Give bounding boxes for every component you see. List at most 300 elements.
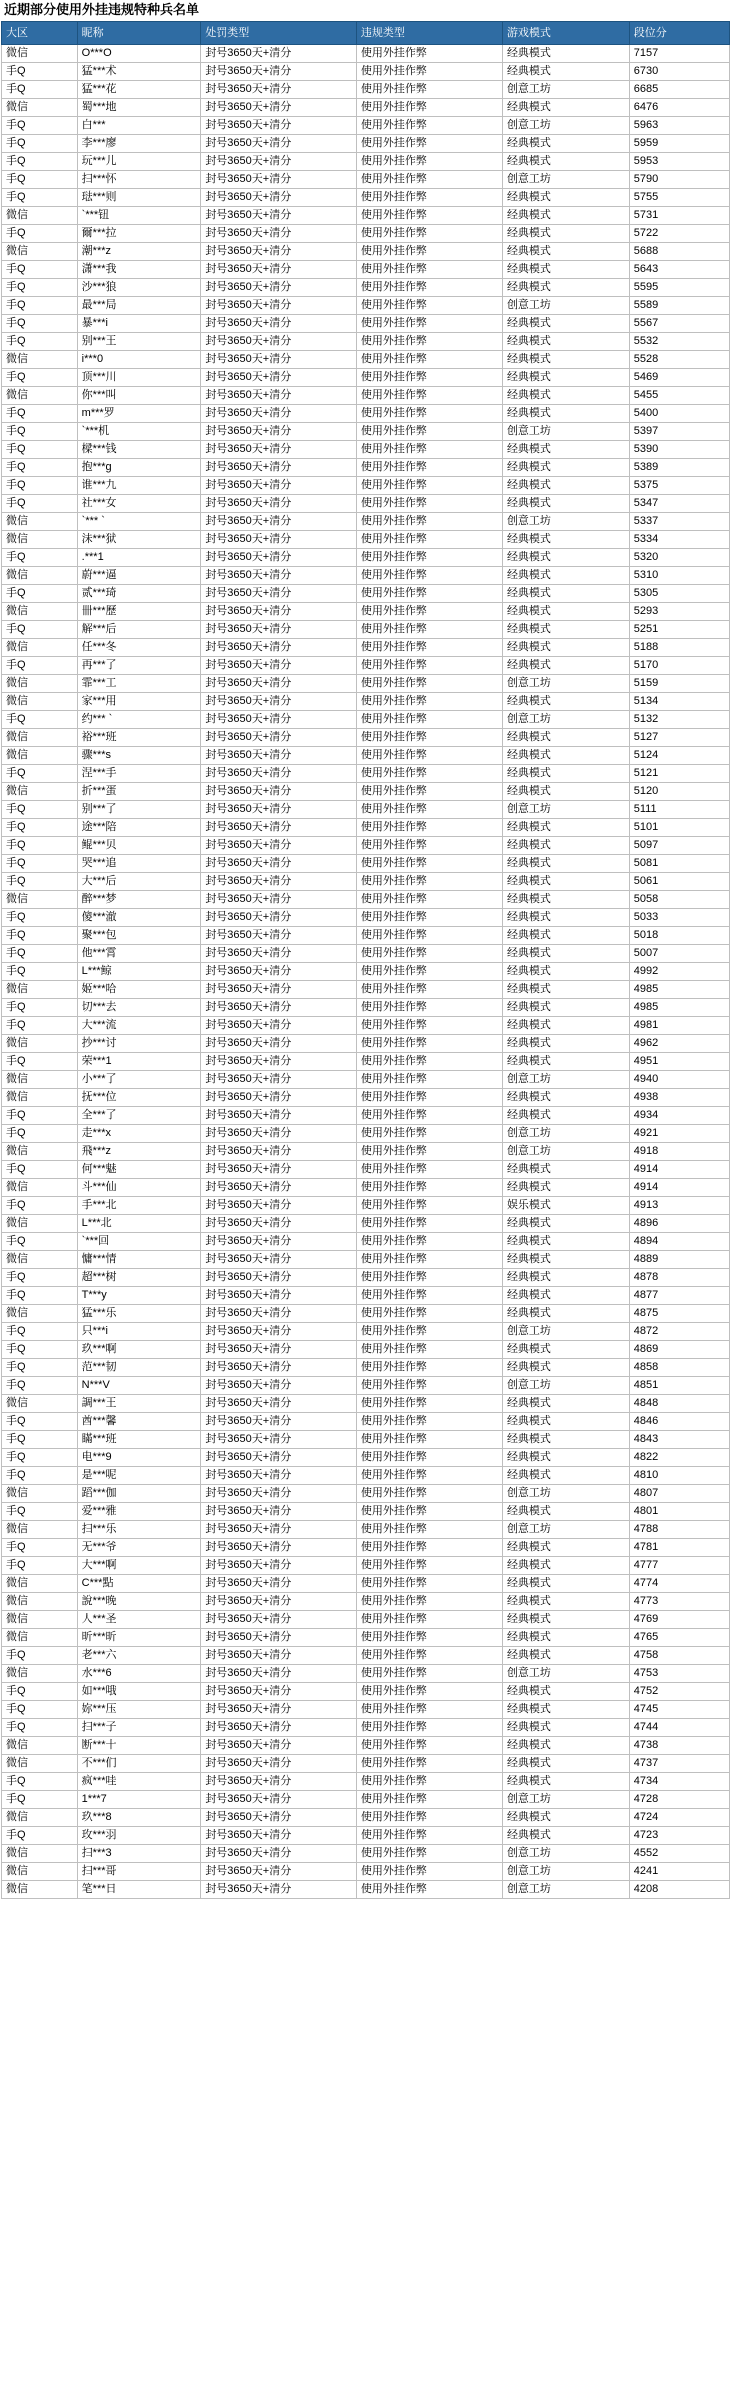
cell-violation: 使用外挂作弊 xyxy=(356,477,502,495)
header-row xyxy=(2,22,730,45)
cell-region: 微信 xyxy=(2,1089,78,1107)
cell-nickname: 玖***啊 xyxy=(77,1341,201,1359)
cell-nickname: 霏***工 xyxy=(77,675,201,693)
table-row xyxy=(2,207,730,225)
cell-region: 微信 xyxy=(2,1629,78,1647)
cell-punishment: 封号3650天+清分 xyxy=(201,1197,357,1215)
cell-nickname: 暴***i xyxy=(77,315,201,333)
cell-nickname: 笔***日 xyxy=(77,1881,201,1899)
table-row xyxy=(2,441,730,459)
cell-violation: 使用外挂作弊 xyxy=(356,1287,502,1305)
cell-score: 4745 xyxy=(629,1701,729,1719)
cell-nickname: 是***呢 xyxy=(77,1467,201,1485)
cell-punishment: 封号3650天+清分 xyxy=(201,1647,357,1665)
cell-region: 微信 xyxy=(2,729,78,747)
cell-violation: 使用外挂作弊 xyxy=(356,1323,502,1341)
cell-nickname: 手***北 xyxy=(77,1197,201,1215)
column-header-score: 段位分 xyxy=(629,22,729,45)
cell-score: 4992 xyxy=(629,963,729,981)
cell-nickname: 潮***z xyxy=(77,243,201,261)
table-row xyxy=(2,1575,730,1593)
cell-mode: 创意工坊 xyxy=(502,1071,629,1089)
table-row xyxy=(2,513,730,531)
cell-mode: 经典模式 xyxy=(502,369,629,387)
cell-mode: 经典模式 xyxy=(502,1809,629,1827)
cell-nickname: 他***霄 xyxy=(77,945,201,963)
cell-mode: 经典模式 xyxy=(502,459,629,477)
table-row xyxy=(2,369,730,387)
table-row xyxy=(2,1593,730,1611)
cell-punishment: 封号3650天+清分 xyxy=(201,387,357,405)
cell-nickname: 鲲***贝 xyxy=(77,837,201,855)
cell-score: 5731 xyxy=(629,207,729,225)
cell-region: 微信 xyxy=(2,243,78,261)
cell-nickname: 蜀***地 xyxy=(77,99,201,117)
cell-violation: 使用外挂作弊 xyxy=(356,459,502,477)
cell-mode: 经典模式 xyxy=(502,1755,629,1773)
cell-violation: 使用外挂作弊 xyxy=(356,1197,502,1215)
cell-region: 手Q xyxy=(2,1233,78,1251)
cell-score: 4985 xyxy=(629,999,729,1017)
table-row xyxy=(2,621,730,639)
cell-mode: 经典模式 xyxy=(502,963,629,981)
cell-violation: 使用外挂作弊 xyxy=(356,981,502,999)
table-row xyxy=(2,1467,730,1485)
cell-mode: 经典模式 xyxy=(502,621,629,639)
table-row xyxy=(2,783,730,801)
table-row xyxy=(2,351,730,369)
cell-score: 4744 xyxy=(629,1719,729,1737)
table-row xyxy=(2,1197,730,1215)
cell-nickname: 扫***子 xyxy=(77,1719,201,1737)
cell-nickname: 爾***拉 xyxy=(77,225,201,243)
table-row xyxy=(2,639,730,657)
cell-violation: 使用外挂作弊 xyxy=(356,45,502,63)
table-row xyxy=(2,1089,730,1107)
table-row xyxy=(2,1827,730,1845)
cell-punishment: 封号3650天+清分 xyxy=(201,1665,357,1683)
cell-region: 手Q xyxy=(2,117,78,135)
cell-nickname: 大***啊 xyxy=(77,1557,201,1575)
cell-region: 手Q xyxy=(2,171,78,189)
cell-score: 5953 xyxy=(629,153,729,171)
cell-mode: 娱乐模式 xyxy=(502,1197,629,1215)
cell-violation: 使用外挂作弊 xyxy=(356,621,502,639)
cell-region: 手Q xyxy=(2,1701,78,1719)
cell-nickname: 何***魅 xyxy=(77,1161,201,1179)
cell-violation: 使用外挂作弊 xyxy=(356,117,502,135)
cell-region: 微信 xyxy=(2,639,78,657)
cell-region: 微信 xyxy=(2,1575,78,1593)
cell-region: 微信 xyxy=(2,1395,78,1413)
cell-punishment: 封号3650天+清分 xyxy=(201,1125,357,1143)
table-row xyxy=(2,1305,730,1323)
cell-punishment: 封号3650天+清分 xyxy=(201,621,357,639)
cell-mode: 经典模式 xyxy=(502,135,629,153)
table-row xyxy=(2,801,730,819)
cell-nickname: 大***流 xyxy=(77,1017,201,1035)
cell-violation: 使用外挂作弊 xyxy=(356,999,502,1017)
table-row xyxy=(2,747,730,765)
cell-nickname: `***回 xyxy=(77,1233,201,1251)
cell-nickname: L***北 xyxy=(77,1215,201,1233)
table-row xyxy=(2,1071,730,1089)
table-row xyxy=(2,819,730,837)
cell-punishment: 封号3650天+清分 xyxy=(201,1287,357,1305)
cell-nickname: 如***哦 xyxy=(77,1683,201,1701)
cell-violation: 使用外挂作弊 xyxy=(356,1539,502,1557)
cell-nickname: 途***陪 xyxy=(77,819,201,837)
cell-region: 手Q xyxy=(2,999,78,1017)
cell-punishment: 封号3650天+清分 xyxy=(201,1323,357,1341)
cell-score: 4896 xyxy=(629,1215,729,1233)
cell-region: 微信 xyxy=(2,1035,78,1053)
cell-punishment: 封号3650天+清分 xyxy=(201,585,357,603)
cell-violation: 使用外挂作弊 xyxy=(356,369,502,387)
table-row xyxy=(2,855,730,873)
cell-nickname: 解***后 xyxy=(77,621,201,639)
cell-nickname: 别***王 xyxy=(77,333,201,351)
cell-punishment: 封号3650天+清分 xyxy=(201,1395,357,1413)
cell-region: 手Q xyxy=(2,297,78,315)
cell-mode: 经典模式 xyxy=(502,1161,629,1179)
cell-region: 手Q xyxy=(2,1683,78,1701)
cell-violation: 使用外挂作弊 xyxy=(356,1359,502,1377)
cell-punishment: 封号3650天+清分 xyxy=(201,477,357,495)
cell-nickname: 說***晚 xyxy=(77,1593,201,1611)
cell-score: 5132 xyxy=(629,711,729,729)
cell-score: 7157 xyxy=(629,45,729,63)
cell-nickname: T***y xyxy=(77,1287,201,1305)
table-row xyxy=(2,1863,730,1881)
cell-mode: 经典模式 xyxy=(502,1179,629,1197)
cell-punishment: 封号3650天+清分 xyxy=(201,1719,357,1737)
cell-violation: 使用外挂作弊 xyxy=(356,207,502,225)
cell-score: 5159 xyxy=(629,675,729,693)
cell-violation: 使用外挂作弊 xyxy=(356,1881,502,1899)
cell-score: 4858 xyxy=(629,1359,729,1377)
cell-region: 手Q xyxy=(2,855,78,873)
cell-punishment: 封号3650天+清分 xyxy=(201,549,357,567)
cell-mode: 经典模式 xyxy=(502,1341,629,1359)
cell-violation: 使用外挂作弊 xyxy=(356,1863,502,1881)
cell-violation: 使用外挂作弊 xyxy=(356,297,502,315)
cell-punishment: 封号3650天+清分 xyxy=(201,99,357,117)
cell-violation: 使用外挂作弊 xyxy=(356,1017,502,1035)
cell-punishment: 封号3650天+清分 xyxy=(201,639,357,657)
cell-score: 4777 xyxy=(629,1557,729,1575)
table-row xyxy=(2,117,730,135)
table-row xyxy=(2,387,730,405)
cell-mode: 创意工坊 xyxy=(502,171,629,189)
cell-nickname: 傻***澈 xyxy=(77,909,201,927)
cell-mode: 经典模式 xyxy=(502,405,629,423)
cell-mode: 经典模式 xyxy=(502,153,629,171)
cell-violation: 使用外挂作弊 xyxy=(356,351,502,369)
cell-score: 4985 xyxy=(629,981,729,999)
cell-mode: 经典模式 xyxy=(502,261,629,279)
cell-punishment: 封号3650天+清分 xyxy=(201,1071,357,1089)
cell-nickname: `***钮 xyxy=(77,207,201,225)
cell-score: 5007 xyxy=(629,945,729,963)
cell-score: 4872 xyxy=(629,1323,729,1341)
cell-mode: 经典模式 xyxy=(502,1827,629,1845)
cell-mode: 经典模式 xyxy=(502,1035,629,1053)
cell-score: 4734 xyxy=(629,1773,729,1791)
cell-region: 手Q xyxy=(2,279,78,297)
cell-violation: 使用外挂作弊 xyxy=(356,1503,502,1521)
cell-nickname: 范***韧 xyxy=(77,1359,201,1377)
cell-region: 微信 xyxy=(2,1881,78,1899)
cell-nickname: 社***女 xyxy=(77,495,201,513)
cell-mode: 经典模式 xyxy=(502,1467,629,1485)
cell-violation: 使用外挂作弊 xyxy=(356,1431,502,1449)
cell-punishment: 封号3650天+清分 xyxy=(201,1881,357,1899)
cell-violation: 使用外挂作弊 xyxy=(356,801,502,819)
cell-violation: 使用外挂作弊 xyxy=(356,945,502,963)
cell-score: 5688 xyxy=(629,243,729,261)
table-row xyxy=(2,1449,730,1467)
cell-mode: 经典模式 xyxy=(502,1287,629,1305)
cell-mode: 创意工坊 xyxy=(502,1125,629,1143)
table-row xyxy=(2,1359,730,1377)
cell-score: 4914 xyxy=(629,1179,729,1197)
table-row xyxy=(2,99,730,117)
table-row xyxy=(2,1035,730,1053)
cell-mode: 经典模式 xyxy=(502,1395,629,1413)
cell-score: 5124 xyxy=(629,747,729,765)
table-row xyxy=(2,333,730,351)
cell-nickname: 扫***3 xyxy=(77,1845,201,1863)
cell-region: 手Q xyxy=(2,1467,78,1485)
cell-nickname: C***點 xyxy=(77,1575,201,1593)
cell-mode: 经典模式 xyxy=(502,549,629,567)
cell-violation: 使用外挂作弊 xyxy=(356,171,502,189)
cell-punishment: 封号3650天+清分 xyxy=(201,657,357,675)
cell-violation: 使用外挂作弊 xyxy=(356,1377,502,1395)
cell-violation: 使用外挂作弊 xyxy=(356,279,502,297)
table-row xyxy=(2,1413,730,1431)
cell-region: 手Q xyxy=(2,225,78,243)
table-row xyxy=(2,963,730,981)
cell-punishment: 封号3650天+清分 xyxy=(201,1017,357,1035)
cell-score: 5111 xyxy=(629,801,729,819)
cell-violation: 使用外挂作弊 xyxy=(356,495,502,513)
cell-nickname: 裕***班 xyxy=(77,729,201,747)
cell-mode: 经典模式 xyxy=(502,1737,629,1755)
cell-nickname: `*** ` xyxy=(77,513,201,531)
cell-mode: 创意工坊 xyxy=(502,1377,629,1395)
table-row xyxy=(2,1143,730,1161)
cell-mode: 经典模式 xyxy=(502,1233,629,1251)
cell-region: 微信 xyxy=(2,1521,78,1539)
cell-region: 手Q xyxy=(2,927,78,945)
cell-punishment: 封号3650天+清分 xyxy=(201,333,357,351)
table-row xyxy=(2,315,730,333)
cell-nickname: 卌***歷 xyxy=(77,603,201,621)
cell-nickname: 小***了 xyxy=(77,1071,201,1089)
cell-score: 4951 xyxy=(629,1053,729,1071)
cell-region: 手Q xyxy=(2,63,78,81)
cell-punishment: 封号3650天+清分 xyxy=(201,891,357,909)
cell-violation: 使用外挂作弊 xyxy=(356,1125,502,1143)
cell-punishment: 封号3650天+清分 xyxy=(201,1341,357,1359)
cell-nickname: 白*** xyxy=(77,117,201,135)
cell-punishment: 封号3650天+清分 xyxy=(201,441,357,459)
cell-mode: 经典模式 xyxy=(502,315,629,333)
cell-punishment: 封号3650天+清分 xyxy=(201,1809,357,1827)
table-row xyxy=(2,1683,730,1701)
cell-punishment: 封号3650天+清分 xyxy=(201,1863,357,1881)
cell-region: 微信 xyxy=(2,1845,78,1863)
cell-violation: 使用外挂作弊 xyxy=(356,1179,502,1197)
cell-score: 5959 xyxy=(629,135,729,153)
table-row xyxy=(2,1017,730,1035)
table-row xyxy=(2,585,730,603)
cell-violation: 使用外挂作弊 xyxy=(356,711,502,729)
column-header-region: 大区 xyxy=(2,22,78,45)
cell-region: 手Q xyxy=(2,153,78,171)
table-row xyxy=(2,729,730,747)
table-row xyxy=(2,63,730,81)
cell-punishment: 封号3650天+清分 xyxy=(201,1611,357,1629)
cell-punishment: 封号3650天+清分 xyxy=(201,711,357,729)
cell-score: 6685 xyxy=(629,81,729,99)
cell-region: 微信 xyxy=(2,1251,78,1269)
cell-mode: 经典模式 xyxy=(502,927,629,945)
cell-mode: 经典模式 xyxy=(502,891,629,909)
cell-mode: 经典模式 xyxy=(502,1251,629,1269)
cell-violation: 使用外挂作弊 xyxy=(356,1305,502,1323)
cell-nickname: 无***爷 xyxy=(77,1539,201,1557)
table-row xyxy=(2,1629,730,1647)
cell-score: 4801 xyxy=(629,1503,729,1521)
cell-nickname: 慵***情 xyxy=(77,1251,201,1269)
cell-region: 手Q xyxy=(2,819,78,837)
cell-mode: 经典模式 xyxy=(502,1053,629,1071)
table-header xyxy=(2,22,730,45)
cell-nickname: 不***们 xyxy=(77,1755,201,1773)
cell-region: 微信 xyxy=(2,693,78,711)
cell-punishment: 封号3650天+清分 xyxy=(201,1755,357,1773)
cell-mode: 经典模式 xyxy=(502,1557,629,1575)
cell-mode: 经典模式 xyxy=(502,1629,629,1647)
cell-punishment: 封号3650天+清分 xyxy=(201,1701,357,1719)
column-header-violation: 违规类型 xyxy=(356,22,502,45)
cell-score: 4752 xyxy=(629,1683,729,1701)
cell-score: 5375 xyxy=(629,477,729,495)
cell-nickname: 扫***哥 xyxy=(77,1863,201,1881)
cell-mode: 经典模式 xyxy=(502,477,629,495)
cell-mode: 经典模式 xyxy=(502,1359,629,1377)
cell-violation: 使用外挂作弊 xyxy=(356,1215,502,1233)
cell-violation: 使用外挂作弊 xyxy=(356,819,502,837)
cell-punishment: 封号3650天+清分 xyxy=(201,1035,357,1053)
cell-violation: 使用外挂作弊 xyxy=(356,873,502,891)
cell-nickname: 猛***术 xyxy=(77,63,201,81)
cell-violation: 使用外挂作弊 xyxy=(356,549,502,567)
cell-violation: 使用外挂作弊 xyxy=(356,1755,502,1773)
cell-punishment: 封号3650天+清分 xyxy=(201,531,357,549)
cell-nickname: 再***了 xyxy=(77,657,201,675)
cell-violation: 使用外挂作弊 xyxy=(356,261,502,279)
cell-region: 手Q xyxy=(2,1539,78,1557)
table-row xyxy=(2,495,730,513)
cell-violation: 使用外挂作弊 xyxy=(356,1521,502,1539)
cell-violation: 使用外挂作弊 xyxy=(356,1341,502,1359)
cell-nickname: 走***x xyxy=(77,1125,201,1143)
cell-mode: 创意工坊 xyxy=(502,1845,629,1863)
cell-score: 5963 xyxy=(629,117,729,135)
cell-violation: 使用外挂作弊 xyxy=(356,99,502,117)
cell-punishment: 封号3650天+清分 xyxy=(201,45,357,63)
cell-violation: 使用外挂作弊 xyxy=(356,585,502,603)
cell-nickname: 水***6 xyxy=(77,1665,201,1683)
cell-score: 4728 xyxy=(629,1791,729,1809)
cell-region: 手Q xyxy=(2,1323,78,1341)
cell-mode: 经典模式 xyxy=(502,1719,629,1737)
table-row xyxy=(2,1323,730,1341)
cell-region: 微信 xyxy=(2,603,78,621)
cell-mode: 经典模式 xyxy=(502,1305,629,1323)
cell-score: 5455 xyxy=(629,387,729,405)
cell-violation: 使用外挂作弊 xyxy=(356,1593,502,1611)
table-row xyxy=(2,999,730,1017)
cell-mode: 经典模式 xyxy=(502,729,629,747)
cell-mode: 经典模式 xyxy=(502,1647,629,1665)
cell-violation: 使用外挂作弊 xyxy=(356,1233,502,1251)
cell-nickname: 爱***雅 xyxy=(77,1503,201,1521)
cell-punishment: 封号3650天+清分 xyxy=(201,63,357,81)
table-row xyxy=(2,1539,730,1557)
cell-mode: 经典模式 xyxy=(502,837,629,855)
cell-punishment: 封号3650天+清分 xyxy=(201,1827,357,1845)
cell-violation: 使用外挂作弊 xyxy=(356,243,502,261)
cell-nickname: 骤***s xyxy=(77,747,201,765)
cell-region: 手Q xyxy=(2,1359,78,1377)
cell-punishment: 封号3650天+清分 xyxy=(201,1467,357,1485)
cell-mode: 经典模式 xyxy=(502,1611,629,1629)
cell-punishment: 封号3650天+清分 xyxy=(201,1845,357,1863)
cell-punishment: 封号3650天+清分 xyxy=(201,1359,357,1377)
page-title: 近期部分使用外挂违规特种兵名单 xyxy=(4,2,200,17)
cell-violation: 使用外挂作弊 xyxy=(356,1395,502,1413)
cell-punishment: 封号3650天+清分 xyxy=(201,873,357,891)
cell-punishment: 封号3650天+清分 xyxy=(201,765,357,783)
column-header-nickname: 昵称 xyxy=(77,22,201,45)
cell-region: 微信 xyxy=(2,1593,78,1611)
cell-region: 微信 xyxy=(2,747,78,765)
cell-region: 手Q xyxy=(2,1125,78,1143)
cell-region: 微信 xyxy=(2,981,78,999)
cell-mode: 经典模式 xyxy=(502,1683,629,1701)
cell-nickname: 谁***九 xyxy=(77,477,201,495)
cell-region: 微信 xyxy=(2,1755,78,1773)
cell-punishment: 封号3650天+清分 xyxy=(201,1233,357,1251)
cell-punishment: 封号3650天+清分 xyxy=(201,1089,357,1107)
cell-region: 手Q xyxy=(2,873,78,891)
cell-score: 5400 xyxy=(629,405,729,423)
cell-nickname: i***0 xyxy=(77,351,201,369)
cell-region: 手Q xyxy=(2,1269,78,1287)
cell-region: 手Q xyxy=(2,1341,78,1359)
cell-region: 手Q xyxy=(2,369,78,387)
table-row xyxy=(2,1377,730,1395)
cell-nickname: 扫***怀 xyxy=(77,171,201,189)
cell-nickname: 猛***乐 xyxy=(77,1305,201,1323)
cell-region: 手Q xyxy=(2,945,78,963)
cell-mode: 经典模式 xyxy=(502,909,629,927)
